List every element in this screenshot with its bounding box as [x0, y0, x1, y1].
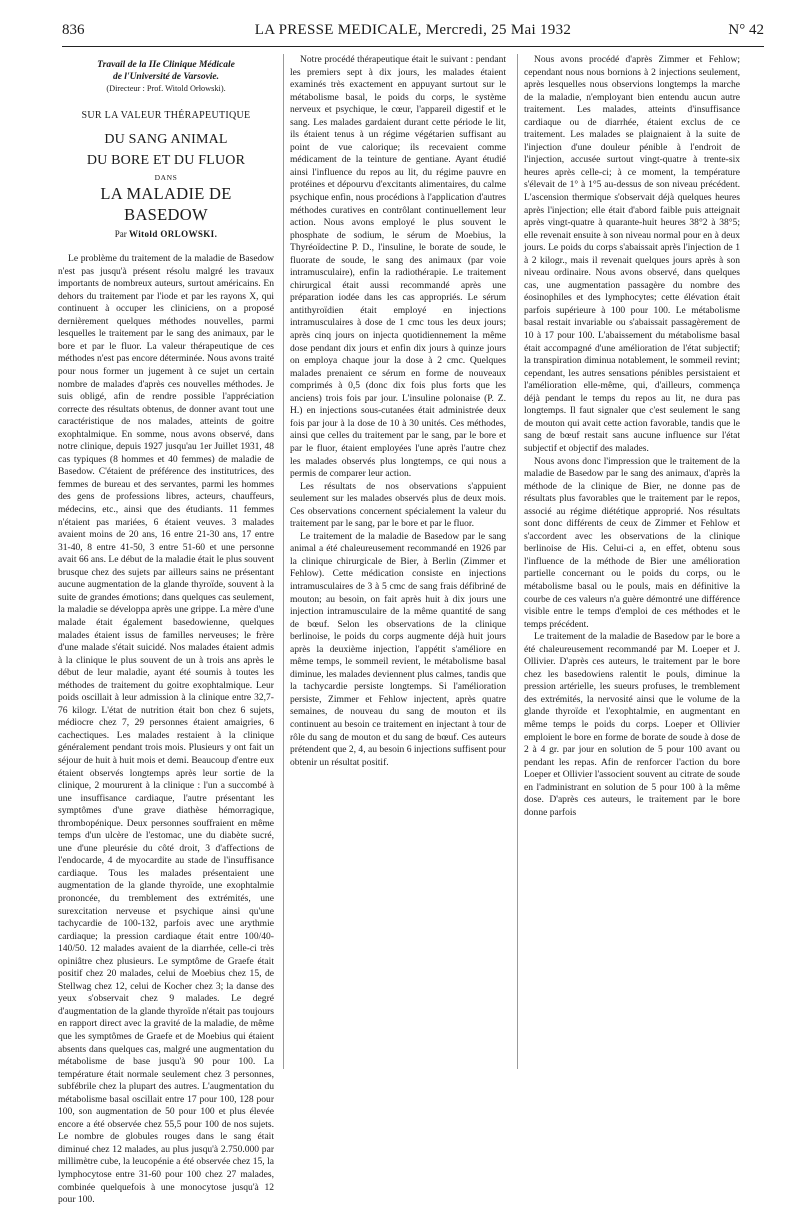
byline-par: Par [114, 228, 127, 239]
paragraph-4: Le traitement de la maladie de Basedow par le sang animal a été chaleureusement recommandé en 1926 par la clinique chirurgicale de Bier, à Berlin (Zimmer et Fehlow). Cette médication consiste en injections intramusculaires de 3 à 5 cmc de sang frais défibriné de mouton; au besoin, on fait après huit à dix jours une injection intramusculaire de la même quantité de sang de bœuf. Selon les observations de la clinique berlinoise, le poids du corps augmente déjà huit jours après la deuxième injection, l'appétit s'améliore en même temps, le sommeil revient, le métabolisme basal diminue, les malades deviennent plus calmes, tandis que la tachycardie persiste longtemps. Si l'amélioration persiste, Zimmer et Fehlow injectent, après quatre semaines, de nouveau du sang de mouton et ils continuent au besoin ce traitement en injectant à tour de rôle du sang de mouton et du sang de bœuf. Ces auteurs prétendent que 2, 4, au besoin 6 injections suffisent pour obtenir un résultat positif. [290, 530, 506, 768]
paragraph-3: Les résultats de nos observations s'appuient seulement sur les malades observés plus de deux mois. Ces observations concernent spécialement la valeur du traitement par le sang, par le bore et par le fluor. [290, 480, 506, 530]
affiliation-line-1: Travail de la IIe Clinique Médicale [97, 60, 235, 70]
column-divider-2 [517, 54, 518, 1069]
director-line: (Directeur : Prof. Witold Orłowski). [106, 84, 226, 93]
header-rule [62, 46, 764, 47]
byline-author: Witold ORLOWSKI. [128, 228, 218, 239]
paragraph-5: Nous avons procédé d'après Zimmer et Fehlow; cependant nous nous bornions à 2 injections seulement, après lesquelles nous observions longtemps la marche de la maladie, n'employant bien entendu aucun autre traitement. Les malades, atteints d'insuffisance cardiaque ou de diarrhée, étaient exclus de ce traitement. Les malades se plaignaient à la suite de l'injection d'une douleur pénible à l'endroit de l'injection, accusée surtout vingt-quatre à trente-six heures après celle-ci; à ce moment, la température s'élevait de 1° à 1°5 au-dessus de son niveau précédent. L'ascension thermique s'observait déjà quelques heures après l'injection; elle était d'abord faible puis atteignait après vingt-quatre à quarante-huit heures 38°2 à 38°5; elle revenait ensuite à son niveau normal pour en à deux jours. Le poids du corps s'abaissait après l'injection de 1 à 2 kilogr., mais il revenait quelques jours après à son niveau ordinaire. Nous avons observé, dans quelques cas, une augmentation passagère du nombre des éosinophiles et des lymphocytes; cette élévation était parfois supérieure à 100 pour 100. Le métabolisme basal restait invariable ou s'abaissait passagèrement de 10 à 17 pour 100. L'abaissement du métabolisme basal était accompagné d'une amélioration de l'état subjectif; la transpiration diminua notablement, le sommeil revint; cependant, les autres sensations pénibles persistaient et l'amélioration elle-même, qui, d'ailleurs, commença déjà pendant le temps du repos au lit, ne dura pas longtemps. Il faut signaler que c'est seulement le sang de mouton qui avait cette action favorable, tandis que le sang de bœuf restait sans aucune influence sur l'état subjectif et objectif des malades. [524, 54, 740, 454]
column-3 [524, 54, 740, 819]
paragraph-7: Le traitement de la maladie de Basedow par le bore a été chaleureusement recommandé par M. Loeper et J. Ollivier. D'après ces auteurs, le traitement par le bore chez les basedowiens ralentit le pouls, diminue la pression artérielle, les sueurs profuses, le tremblement des extrémités, la nervosité ainsi que le volume de la glande thyroïde et l'exophtalmie, en augmentant en même temps le poids du corps. Loeper et Ollivier emploient le bore en forme de borate de soude à dose de 2 à 4 gr. par jour en solution de 5 pour 100 avant ou pendant les repas. Afin de renforcer l'action du bore Loeper et Ollivier l'associent souvent au citrate de soude en l'administrant en solution de 5 pour 100 à la même dose. D'après ces auteurs, le traitement par le bore donne parfois [524, 631, 740, 818]
paragraph-2: Notre procédé thérapeutique était le suivant : pendant les premiers sept à dix jours, les malades étaient examinés très exactement en appuyant surtout sur le métabolisme basal, le poids du corps, le système nerveux et psychique, le cœur, l'appareil digestif et le sang. Les malades gardaient durant cette période le lit, ils étaient tenus à un régime végétarien suffisant au point de vue calorique; ils recevaient comme médicament de la teinture de gentiane. Ayant étudié ainsi l'influence du repos au lit, du régime pauvre en protéines et dépourvu d'excitants alimentaires, du calme psychique enfin, nous procédions à l'application d'autres méthodes curatives en contrôlant continuellement leur action. Nous avons employé le plus souvent le phosphate de sodium, le sérum de Moebius, la Thyréoïdectine P. D., l'insuline, le borate de soude, le fluorate de soude, le sang des animaux (par voie intramusculaire), enfin la radiothérapie. Le traitement chirurgical était aussi recommandé après une préparation iodée dans les cas appropriés. Le sérum antithyroïdien était employé en injections intramusculaires à dose de 1 cmc tous les deux jours; après cinq jours on injecta quotidiennement la même dose pendant dix jours et enfin dix jours à quinze jours on employa chaque jour la dose à 2 cmc. Quelques malades prenaient ce sérum en forme de nouveaux comprimés à 0,5 (donc dix fois plus forts que les anciens) trois fois par jour. L'insuline polonaise (P. Z. H.) en injections sous-cutanées était administrée deux fois par jour à la dose de 10 à 30 unités. Ces méthodes, ainsi que celles du traitement par le sang, par le bore et par le fluor, étaient employées l'une après l'autre chez les malades observés plus longtemps, ce qui nous a permis de comparer leur action. [290, 54, 506, 480]
page-number: 836 [62, 22, 85, 38]
title-line-2: DU SANG ANIMAL [104, 131, 228, 147]
paragraph-6: Nous avons donc l'impression que le traitement de la maladie de Basedow par le sang des animaux, d'après la méthode de la clinique de Bier, ne donne pas de résultats plus favorables que le traitement par le repos, associé au régime diététique approprié. Nos résultats sont donc différents de ceux de Zimmer et Fehlow et s'accordent avec les observations de la clinique berlinoise de His. Celui-ci a, en effet, obtenu sous l'influence de la méthode de Bier une amélioration partielle concernant ou le poids du corps, ou le métabolisme basal ou le pouls, mais en définitive la courbe de ces valeurs n'a guère démontré une différence visible entre le temps d'emploi de ces méthodes et le temps précédent. [524, 455, 740, 630]
column-divider-1 [283, 54, 284, 1069]
title-line-4: LA MALADIE DE BASEDOW [100, 183, 232, 224]
title-dans: DANS [154, 172, 178, 182]
issue-number: N° 42 [728, 22, 764, 38]
affiliation [58, 60, 274, 83]
column-2 [290, 54, 506, 769]
paragraph-1: Le problème du traitement de la maladie de Basedow n'est pas jusqu'à présent résolu malgré les travaux importants de nombreux auteurs, surtout américains. En dehors du traitement par l'iode et par les rayons X, qui continuent à occuper les cliniciens, on a proposé dernièrement quelques méthodes nouvelles, parmi lesquelles le traitement par le sang des animaux, par le bore et par le fluor. La valeur thérapeutique de ces méthodes n'est pas encore déterminée. Nous avons traité pour nous former un jugement à ce sujet un certain nombre de malades d'après ces nouvelles méthodes. Je suis obligé, afin de rendre possible l'appréciation correcte des résultats obtenus, de donner avant tout une caractéristique de nos malades, atteints de goitre exophtalmique. En somme, nous avons observé, dans notre clinique, depuis 1927 jusqu'au 1er Juillet 1931, 48 cas typiques (8 hommes et 40 femmes) de maladie de Basedow. C'étaient de préférence des institutrices, des femmes de bureau et des servantes, parmi les hommes des gens de professions libres, acteurs, chauffeurs, médecins, etc., ainsi que des étudiants. 11 femmes n'étaient pas mariées, 6 étaient veuves. 3 malades avaient moins de 20 ans, 16 entre 21-30 ans, 17 entre 31-40, 8 entre 41-50, 3 entre 51-60 et une personne avait 66 ans. Le début de la maladie était le plus souvent brusque chez des sujets par ailleurs sains ne présentant aucune augmentation de la glande thyroïde, souvent à la suite de grandes émotions; dans quelques cas seulement, la maladie se développa après une grippe. La mère d'une malade était également basedowienne, quelques malades étaient issus de familles nerveuses; le frère d'une malade s'était suicidé. Nos malades étaient admis à la clinique le plus souvent de un à trois ans après le début de leur maladie, ayant été soumis à toutes les méthodes de traitement du goitre exophtalmique. Leur poids oscillait à leur admission à la clinique entre 32,7-76 kilogr. L'état de nutrition était bon chez 6 sujets, médiocre chez 7, 29 personnes étaient amaigries, 6 cachectiques. Les malades restaient à la clinique généralement pendant trois mois. Plusieurs y ont fait un séjour de huit à huit mois et demi. Beaucoup d'entre eux étaient observés longtemps après leur sortie de la clinique, 2 moururent à la clinique : l'un a succombé à une insuffisance cardiaque, l'autre présentant les symptômes d'une grave diathèse hémorragique, thrombopénique. Deux personnes souffraient en même temps d'un ulcère de l'estomac, une du diabète sucré, une d'une pleurésie du côté droit, 3 d'affections de l'endocarde, 4 de myocardite au stade de l'insuffisance cardiaque. Tous les malades présentaient une augmentation de la glande thyroïde, une exophtalmie prononcée, du tremblement des extrémités, une surexcitation nerveuse et psychique ainsi qu'une tachycardie de 100-132, parfois avec une arythmie cardiaque; la pression cardiaque était entre 100/40-140/50. 12 malades avaient de la diarrhée, celle-ci très opiniâtre chez plusieurs. Le symptôme de Graefe était positif chez 20 malades, celui de Moebius chez 15, de Stellwag chez 12, celui de Kocher chez 3; la danse des yeux s'observait chez 9 malades. Le degré d'augmentation de la glande thyroïde n'était pas toujours en rapport direct avec la gravité de la maladie, de même que les symptômes de Graefe et de Moebius qui étaient absents dans quelques cas, malgré une augmentation du métabolisme de base jusqu'à 90 pour 100. La température était normale seulement chez 3 personnes, subfébrile chez la plupart des autres. L'augmentation du métabolisme basal oscillait entre 17 pour 100, 128 pour 100, son augmentation de 50 pour 100 et plus élevée encore a été observée chez 55,5 pour 100 de nos sujets. Le nombre de globules rouges dans le sang était diminué chez 12 malades, au plus jusqu'à 2.750.000 par millimètre cube, la leucopénie a été observée chez 15, la lymphocytose entre 31-60 pour 100 chez 27 malades, combinée quelquefois à une monocytose jusqu'à 12 pour 100. [58, 253, 274, 1206]
journal-title: LA PRESSE MEDICALE, Mercredi, 25 Mai 1932 [254, 22, 572, 38]
running-header [62, 22, 764, 42]
title-line-3: DU BORE ET DU FLUOR [86, 152, 246, 168]
byline [58, 228, 274, 241]
title-line-1: SUR LA VALEUR THÉRAPEUTIQUE [81, 110, 251, 121]
column-1 [58, 60, 274, 1207]
affiliation-line-2: de l'Université de Varsovie. [112, 71, 220, 82]
